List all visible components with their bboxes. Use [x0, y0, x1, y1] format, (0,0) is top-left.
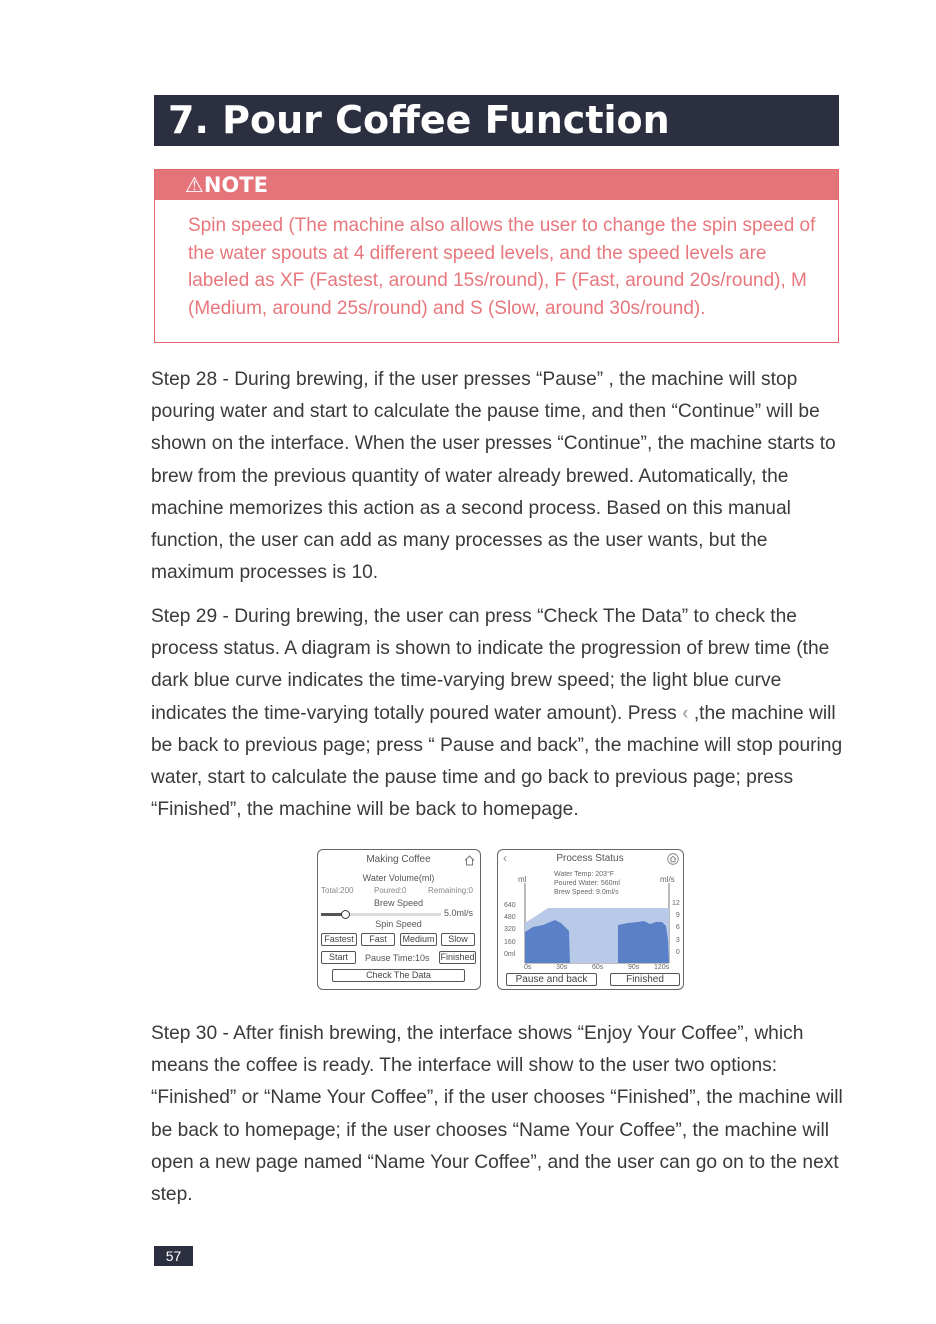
note-box	[154, 169, 839, 343]
remaining-volume: Remaining:0	[428, 886, 473, 895]
y-tick: 6	[675, 924, 680, 932]
y-tick: 0	[675, 948, 680, 956]
pause-and-back-button[interactable]: Pause and back	[506, 973, 597, 986]
step-28-text: Step 28 - During brewing, if the user presses “Pause” , the machine will stop pouring water and start to calculate the pause time, and then “Continue” will be shown on the interface. When the user presses “Continue”, the machine starts to brew from the previous quantity of water already brewed. Automatically, the machine memorizes this action as a second process. Based on this manual function, the user can add as many processes as the user wants, but the maximum processes is 10.	[151, 369, 836, 584]
page-number: 57	[154, 1246, 193, 1266]
back-chevron-icon[interactable]: ‹	[503, 851, 507, 865]
note-body: Spin speed (The machine also allows the user to change the spin speed of the water spouts at 4 different speed levels, and the speed levels are labeled as XF (Fastest, around 15s/round), F (Fast, around 20s/round), M (Medium, around 25s/round) and S (Slow, around 30s/round).	[188, 215, 816, 319]
y-right-ticks	[672, 898, 680, 959]
y-tick: 12	[672, 900, 680, 907]
spin-speed-label: Spin Speed	[375, 919, 422, 929]
check-data-button[interactable]: Check The Data	[332, 969, 465, 982]
y-left-ticks	[504, 900, 516, 961]
x-tick: 60s	[592, 964, 604, 971]
screen-title: Process Status	[556, 853, 624, 864]
y-left-unit: ml	[518, 875, 527, 884]
spin-medium-button[interactable]: Medium	[400, 933, 437, 946]
slider-knob[interactable]	[341, 910, 350, 919]
x-tick: 90s	[628, 964, 640, 971]
y-right-unit: ml/s	[660, 875, 675, 884]
brew-speed-slider[interactable]	[321, 913, 441, 916]
process-status-screen	[497, 849, 684, 990]
brew-speed: Brew Speed: 9.0ml/s	[554, 889, 619, 896]
total-volume: Total:200	[321, 886, 354, 895]
screen-title: Making Coffee	[366, 854, 431, 865]
water-temp: Water Temp: 203°F	[554, 871, 614, 878]
brew-speed-curve-2	[618, 921, 669, 963]
pause-time: Pause Time:10s	[365, 953, 430, 963]
y-tick: 3	[675, 936, 680, 944]
step-29-text-b: ,the machine will be back to previous page; press “ Pause and back”, the machine will stop pouring water, start to calculate the pause time and go back to previous page; press “Finished”, the machine will be back to homepage.	[151, 702, 843, 821]
water-volume-label: Water Volume(ml)	[362, 873, 435, 883]
home-icon[interactable]	[464, 855, 475, 866]
y-tick: 9	[675, 912, 680, 920]
note-header: ⚠NOTE	[155, 170, 838, 200]
process-chart	[498, 880, 682, 970]
poured-volume: Poured:0	[374, 886, 407, 895]
y-tick: 320	[504, 926, 516, 934]
x-tick: 0s	[524, 964, 532, 971]
step-29-text-a: Step 29 - During brewing, the user can press “Check The Data” to check the process status. A diagram is shown to indicate the progression of brew time (the dark blue curve indicates the time-varying brew speed; the light blue curve indicates the time-varying totally poured water amount). Press	[151, 606, 830, 724]
y-tick: 640	[504, 902, 516, 909]
brew-speed-label: Brew Speed	[373, 898, 424, 908]
spin-slow-button[interactable]: Slow	[441, 933, 475, 946]
spin-fast-button[interactable]: Fast	[361, 933, 395, 946]
step-29-text	[151, 601, 851, 826]
section-title: 7. Pour Coffee Function	[154, 95, 839, 146]
making-coffee-screen	[317, 849, 481, 990]
home-icon[interactable]	[667, 853, 679, 865]
finished-button[interactable]: Finished	[440, 952, 475, 962]
y-tick: 0ml	[504, 950, 516, 958]
x-tick: 30s	[556, 964, 568, 971]
start-button[interactable]: Start	[321, 951, 356, 964]
spin-fastest-button[interactable]: Fastest	[321, 933, 357, 946]
step-30-text: Step 30 - After finish brewing, the interface shows “Enjoy Your Coffee”, which means the coffee is ready. The interface will show to the user two options: “Finished” or “Name Your Coffee”, if the user chooses “Finished”, the machine will be back to homepage; if the user chooses “Name Your Coffee”, the machine will open a new page named “Name Your Coffee”, and the user can go on to the next step.	[151, 1023, 843, 1206]
x-tick: 120s	[654, 964, 670, 971]
y-tick: 480	[504, 914, 516, 922]
poured-water: Poured Water: 560ml	[554, 880, 620, 887]
finished-button[interactable]: Finished	[610, 973, 680, 986]
brew-speed-value: 5.0ml/s	[444, 908, 474, 918]
y-tick: 160	[504, 938, 516, 946]
back-chevron-icon: ‹	[682, 702, 689, 724]
